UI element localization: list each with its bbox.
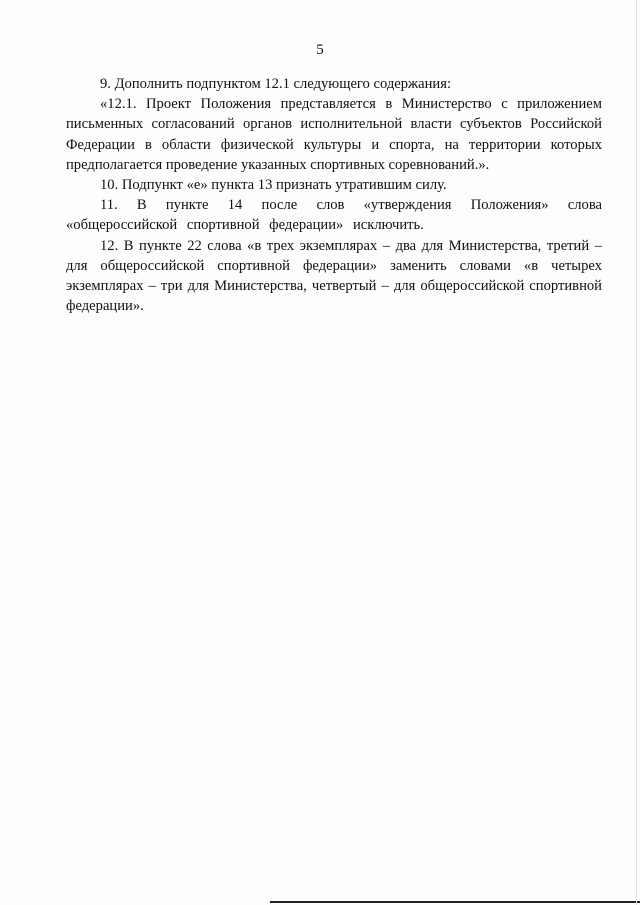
paragraph-subitem-12-1: «12.1. Проект Положения представляется в Министерство с приложением письменных согласований органов исполнительной власти субъектов Российской Федерации в области физической культуры и спорта, на территории которых предполагается проведение указанных спортивных соревнований.». (66, 96, 602, 173)
page-number: 5 (316, 42, 324, 58)
scan-border-artifact (270, 901, 640, 903)
scan-right-edge (636, 0, 637, 905)
paragraph-item-12: 12. В пункте 22 слова «в трех экземплярах – два для Министерства, третий – для общероссийской спортивной федерации» заменить словами «в четырех экземплярах – три для Министерства, четвертый – для общероссийской спортивной федерации». (66, 237, 602, 315)
paragraph-item-11: 11. В пункте 14 после слов «утверждения Положения» слова «общероссийской спортивной федерации» исключить. (66, 197, 602, 234)
paragraph-item-9: 9. Дополнить подпунктом 12.1 следующего содержания: (100, 76, 451, 92)
document-body (66, 74, 602, 316)
paragraph-item-10: 10. Подпункт «е» пункта 13 признать утратившим силу. (100, 177, 447, 194)
